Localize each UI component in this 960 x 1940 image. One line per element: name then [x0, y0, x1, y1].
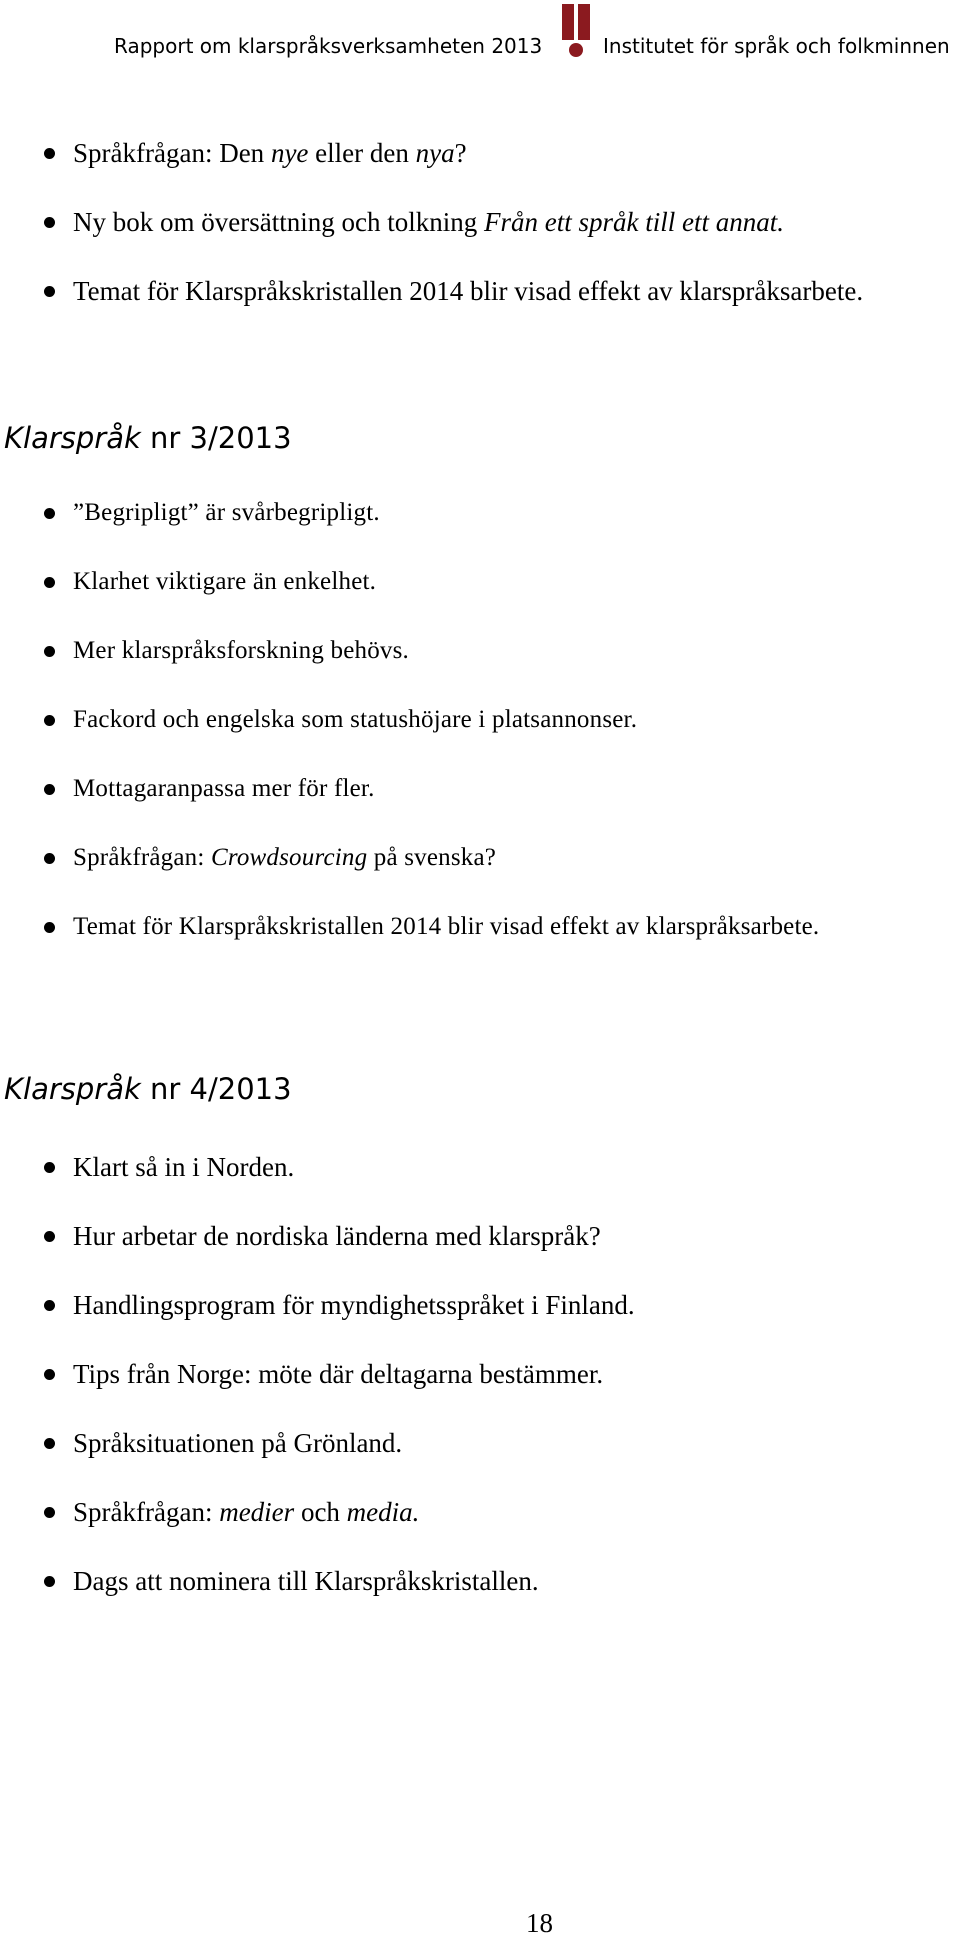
- item-text: Språksituationen på Grönland.: [73, 1428, 403, 1458]
- list-item: [0, 702, 819, 771]
- list-item: [0, 1218, 635, 1287]
- item-text: Språkfrågan:: [73, 844, 211, 871]
- list-item: [0, 1563, 635, 1632]
- nr3-bullet-list: [0, 495, 819, 978]
- page-number: 18: [526, 1908, 553, 1938]
- item-text: Tips från Norge: möte där deltagarna bestämmer.: [73, 1359, 604, 1389]
- italic-text: nye: [270, 138, 309, 168]
- italic-text: media.: [346, 1497, 420, 1527]
- header-report-title: Rapport om klarspråksverksamheten 2013: [114, 34, 543, 58]
- nr4-bullet-list: [0, 1149, 635, 1632]
- list-item: [0, 135, 863, 204]
- list-item: [0, 273, 863, 342]
- intro-bullet-list: [0, 135, 863, 342]
- journal-name: Klarspråk: [4, 1072, 141, 1106]
- item-text: Hur arbetar de nordiska länderna med klarspråk?: [73, 1221, 601, 1251]
- item-text: Handlingsprogram för myndighetsspråket i Finland.: [73, 1290, 635, 1320]
- journal-name: Klarspråk: [4, 421, 141, 455]
- list-item: [0, 1287, 635, 1356]
- page-header: [0, 0, 960, 70]
- item-text: eller den: [308, 138, 416, 168]
- item-text: Temat för Klarspråkskristallen 2014 blir visad effekt av klarspråksarbete.: [73, 276, 864, 306]
- item-text: Språkfrågan:: [73, 1497, 220, 1527]
- issue-number: nr 4/2013: [140, 1072, 292, 1106]
- item-text: ?: [454, 138, 467, 168]
- item-text: Fackord och engelska som statushöjare i platsannonser.: [73, 706, 638, 733]
- issue-number: nr 3/2013: [140, 421, 292, 455]
- section-heading-nr4: [4, 1069, 292, 1109]
- list-item: [0, 564, 819, 633]
- item-text: Mottagaranpassa mer för fler.: [73, 775, 375, 802]
- list-item: [0, 771, 819, 840]
- list-item: [0, 1356, 635, 1425]
- item-text: Klarhet viktigare än enkelhet.: [73, 568, 377, 595]
- list-item: [0, 633, 819, 702]
- item-text: Klart så in i Norden.: [73, 1152, 295, 1182]
- institute-logo-icon: [561, 0, 591, 58]
- header-institute-name: Institutet för språk och folkminnen: [603, 34, 950, 58]
- list-item: [0, 495, 819, 564]
- list-item: [0, 1149, 635, 1218]
- item-text: Språkfrågan: Den: [73, 138, 271, 168]
- item-text: och: [294, 1497, 347, 1527]
- italic-text: Från ett språk till ett annat.: [483, 207, 784, 237]
- item-text: Ny bok om översättning och tolkning: [73, 207, 484, 237]
- section-heading-nr3: [4, 418, 292, 458]
- italic-text: nya: [415, 138, 455, 168]
- item-text: ”Begripligt” är svårbegripligt.: [73, 499, 380, 526]
- italic-text: medier: [219, 1497, 295, 1527]
- item-text: Dags att nominera till Klarspråkskristallen.: [73, 1566, 539, 1596]
- list-item: [0, 204, 863, 273]
- item-text: Temat för Klarspråkskristallen 2014 blir visad effekt av klarspråksarbete.: [73, 913, 820, 940]
- italic-text: Crowdsourcing: [210, 844, 368, 871]
- list-item: [0, 840, 819, 909]
- item-text: Mer klarspråksforskning behövs.: [73, 637, 409, 664]
- item-text: på svenska?: [367, 844, 497, 871]
- list-item: [0, 1494, 635, 1563]
- list-item: [0, 909, 819, 978]
- list-item: [0, 1425, 635, 1494]
